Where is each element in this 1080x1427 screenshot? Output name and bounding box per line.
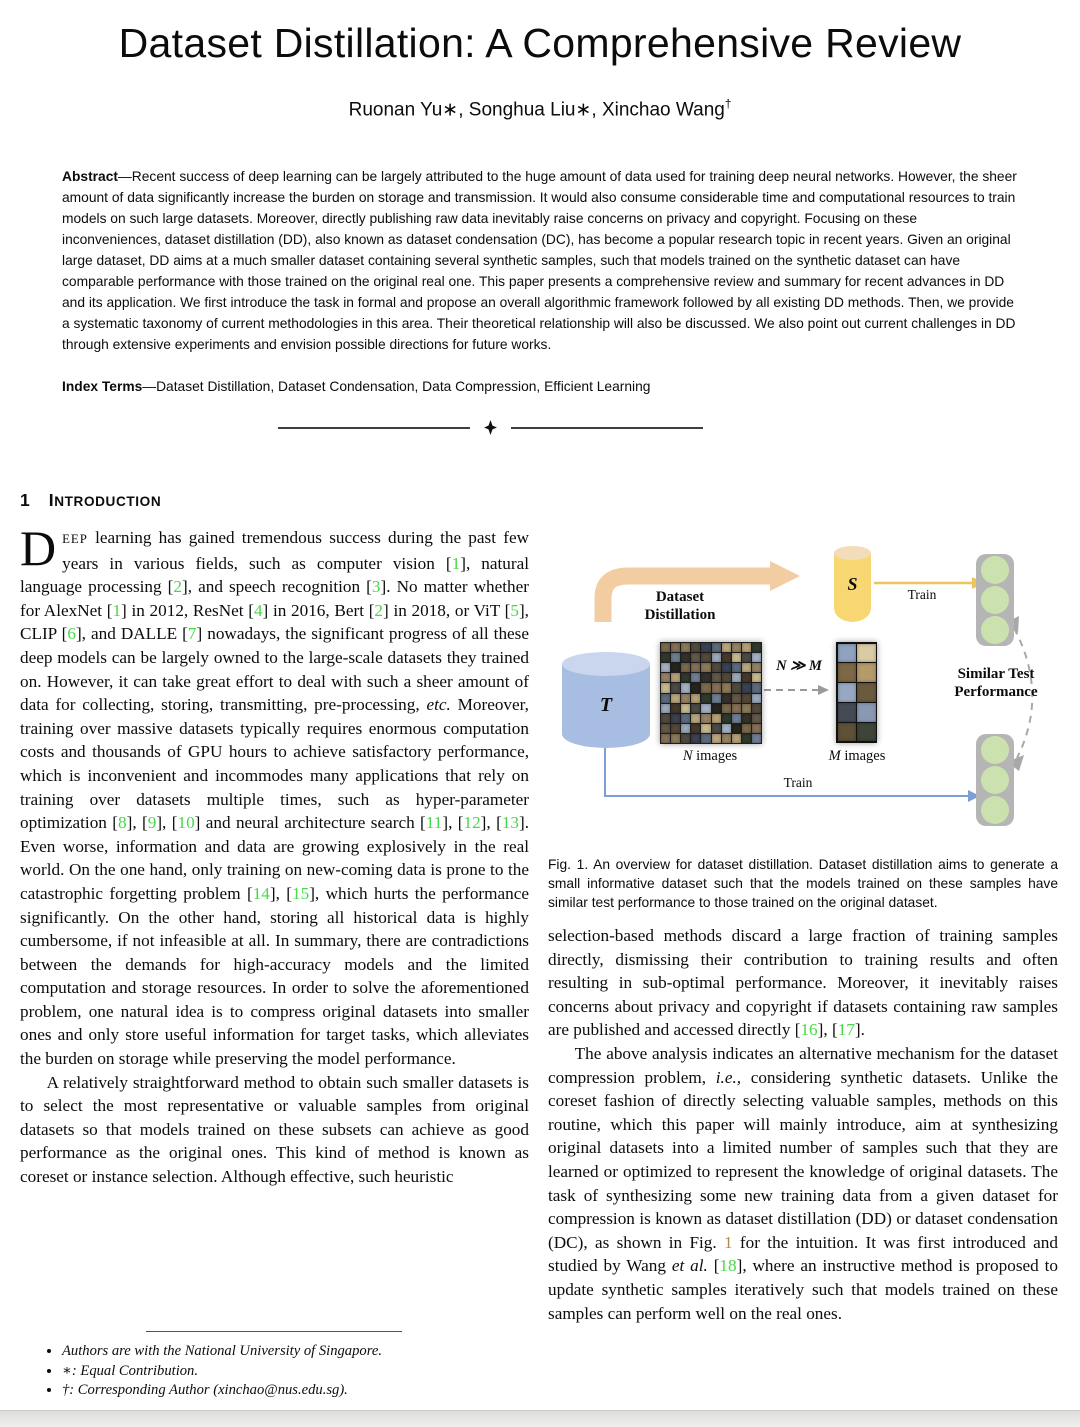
paragraph-text: learning has gained tremendous success during the past few years in various fields, such as computer vision [1], natural language processing [2], and speech recognition [3]. No matter whether for AlexNet [1] in 2012, ResNet [4] in 2016, Bert [2] in 2018, or ViT [5], CLIP [6], and DALLE [7] nowadays, the significant progress of all these deep models can be largely owned to the large-scale datasets they trained on. However, it can take great effort to deal with such a sheer amount of data for collecting, storing, transmitting, pre-processing, etc. Moreover, training over massive datasets typically requires enormous computation costs and thousands of GPU hours to achieve satisfactory performance, which is inconvenient and incommodes many applications that rely on training over datasets multiple times, such as hyper-parameter optimization [8], [9], [10] and neural architecture search [11], [12], [13]. Even worse, information and data are growing explosively in the real world. On the one hand, only training on new-coming data is prone to the catastrophic forgetting problem [14], [15], which hurts the performance significantly. On the other hand, storing all historical data is highly cumbersome, if not infeasible at all. In summary, there are contradictions between the demands for high-accuracy models and the limited computation and storage resources. In order to solve the aforementioned problem, one natural idea is to compress original datasets into smaller ones and only store useful information for target tasks, which alleviates the burden on storage while preserving the model performance. <box>20 528 529 1069</box>
thumbnail <box>742 683 751 692</box>
footnote-affiliation: • Authors are with the National University of Singapore. <box>62 1342 525 1362</box>
thumbnail <box>681 673 690 682</box>
thumbnail <box>661 734 670 743</box>
thumbnail <box>661 663 670 672</box>
citation-link[interactable]: 12 <box>463 813 481 833</box>
page-edge <box>0 1410 1080 1427</box>
thumbnail <box>691 714 700 723</box>
thumbnail <box>838 723 856 741</box>
thumbnail <box>732 673 741 682</box>
author-line: Ruonan Yu∗, Songhua Liu∗, Xinchao Wang† <box>348 98 732 121</box>
thumbnail <box>701 734 710 743</box>
thumbnail <box>742 734 751 743</box>
section-number: 1 <box>20 490 30 510</box>
thumbnail <box>752 714 761 723</box>
thumbnail <box>691 673 700 682</box>
citation-link[interactable]: 8 <box>118 813 127 833</box>
thumbnail <box>712 714 721 723</box>
network-node <box>981 586 1009 614</box>
thumbnail <box>857 703 875 721</box>
index-terms-label: Index Terms <box>62 379 143 395</box>
paper-title: Dataset Distillation: A Comprehensive Review <box>118 20 962 66</box>
thumbnail <box>722 683 731 692</box>
thumbnail <box>742 663 751 672</box>
thumbnail <box>691 734 700 743</box>
left-column <box>20 486 529 1332</box>
thumbnail <box>701 704 710 713</box>
thumbnail <box>712 643 721 652</box>
thumbnail <box>681 704 690 713</box>
thumbnail <box>752 653 761 662</box>
drop-cap: D <box>20 520 57 576</box>
thumbnail <box>742 643 751 652</box>
thumbnail <box>732 724 741 733</box>
thumbnail <box>838 683 856 701</box>
thumbnail <box>732 643 741 652</box>
thumbnail <box>671 683 680 692</box>
thumbnail <box>671 673 680 682</box>
dataset-distillation-label: Dataset Distillation <box>644 589 716 623</box>
n-much-greater-m-label: N ≫ M <box>776 658 822 674</box>
thumbnail <box>752 694 761 703</box>
thumbnail <box>671 694 680 703</box>
thumbnail <box>732 653 741 662</box>
thumbnail <box>712 653 721 662</box>
thumbnail <box>701 724 710 733</box>
thumbnail <box>722 663 731 672</box>
citation-link[interactable]: 9 <box>147 813 157 833</box>
network-bottom <box>976 734 1014 826</box>
thumbnail <box>838 663 856 681</box>
thumbnail <box>732 683 741 692</box>
thumbnail <box>681 683 690 692</box>
thumbnail <box>661 683 670 692</box>
footnote-equal-contribution: • ∗: Equal Contribution. <box>62 1362 525 1382</box>
thumbnail <box>857 723 875 741</box>
thumbnail <box>722 704 731 713</box>
footnote-rule <box>146 1331 402 1332</box>
thumbnail <box>722 714 731 723</box>
thumbnail <box>691 663 700 672</box>
citation-link[interactable]: 6 <box>67 624 76 644</box>
thumbnail <box>661 673 670 682</box>
thumbnail <box>681 714 690 723</box>
thumbnail <box>732 704 741 713</box>
network-node <box>981 616 1009 644</box>
n-images-label: N images <box>682 748 738 764</box>
thumbnail <box>681 724 690 733</box>
thumbnail <box>691 704 700 713</box>
thumbnail <box>671 734 680 743</box>
thumbnail <box>712 724 721 733</box>
separator-rule-left <box>278 427 470 429</box>
thumbnail <box>671 724 680 733</box>
original-set-symbol: T <box>599 694 613 716</box>
thumbnail <box>742 724 751 733</box>
thumbnail <box>671 653 680 662</box>
thumbnail <box>722 643 731 652</box>
thumbnail <box>671 663 680 672</box>
thumbnail <box>681 663 690 672</box>
citation-link[interactable]: 10 <box>177 813 195 833</box>
thumbnail <box>661 704 670 713</box>
footnote-corresponding-author: • †: Corresponding Author (xinchao@nus.edu.sg). <box>62 1381 525 1401</box>
network-node <box>981 766 1009 794</box>
thumbnail <box>712 683 721 692</box>
thumbnail <box>732 734 741 743</box>
thumbnail <box>671 643 680 652</box>
network-top <box>976 554 1014 646</box>
thumbnail <box>661 724 670 733</box>
thumbnail <box>857 644 875 662</box>
thumbnail <box>742 694 751 703</box>
citation-link[interactable]: 14 <box>252 883 270 903</box>
thumbnail <box>691 683 700 692</box>
thumbnail <box>752 734 761 743</box>
abstract <box>62 166 1018 355</box>
citation-link[interactable]: 1 <box>451 553 461 573</box>
thumbnail <box>722 673 731 682</box>
citation-link[interactable]: 2 <box>173 577 183 597</box>
thumbnail <box>722 694 731 703</box>
citation-link[interactable]: 11 <box>425 813 443 833</box>
thumbnail <box>671 704 680 713</box>
thumbnail <box>712 734 721 743</box>
thumbnail <box>722 734 731 743</box>
thumbnail <box>661 653 670 662</box>
index-terms-text: —Dataset Distillation, Dataset Condensation, Data Compression, Efficient Learning <box>142 379 651 395</box>
thumbnail <box>661 694 670 703</box>
thumbnail <box>701 683 710 692</box>
section-heading-introduction <box>20 490 529 511</box>
thumbnail <box>712 694 721 703</box>
thumbnail <box>691 694 700 703</box>
separator-rule-right <box>511 427 703 429</box>
citation-link[interactable]: 15 <box>292 883 310 903</box>
thumbnail <box>752 724 761 733</box>
abstract-label: Abstract <box>62 169 118 185</box>
similar-test-performance-label: Similar Test Performance <box>954 666 1038 700</box>
thumbnail <box>742 673 751 682</box>
citation-link[interactable]: 5 <box>510 600 519 620</box>
thumbnail <box>752 683 761 692</box>
original-dataset-cylinder <box>562 652 650 748</box>
figure-1-caption: Fig. 1. An overview for dataset distillation. Dataset distillation aims to generate a small informative dataset such that the models trained on these samples have similar test performance to those trained on the original dataset. <box>548 857 1058 910</box>
thumbnail <box>691 724 700 733</box>
distillation-arrowhead <box>770 561 800 591</box>
index-terms <box>62 376 1018 397</box>
network-node <box>981 796 1009 824</box>
right-column <box>548 486 1058 1408</box>
intro-paragraph-3: selection-based methods discard a large fraction of training samples directly, dismissing their contribution to training results and often resulting in sub-optimal performance. Moreover, it inevitably raises concerns about privacy and copyright if datasets containing raw samples are published and accessed directly [16], [17]. <box>548 926 1058 1040</box>
section-separator <box>278 420 703 435</box>
m-images-label: M images <box>828 748 886 764</box>
citation-link[interactable]: 1 <box>112 600 122 620</box>
thumbnail <box>681 694 690 703</box>
thumbnail <box>701 673 710 682</box>
thumbnail <box>701 714 710 723</box>
thumbnail <box>701 653 710 662</box>
thumbnail <box>857 663 875 681</box>
abstract-text: —Recent success of deep learning can be largely attributed to the huge amount of data used for training deep neural networks. However, the sheer amount of data significantly increase the burden on storage and transmission. It would also consume considerable time and computational resources to train models on such large datasets. Moreover, directly publishing raw data inevitably raise concerns on privacy and copyright. Focusing on these inconveniences, dataset distillation (DD), also known as dataset condensation (DC), has become a popular research topic in recent years. Given an original large dataset, DD aims at a much smaller dataset containing several synthetic samples, such that models trained on the synthetic dataset can have comparable performance with those trained on the original real one. This paper presents a comprehensive review and summary for recent advances in DD and its application. We first introduce the task in formal and propose an overall algorithmic framework followed by all existing DD methods. Then, we provide a systematic taxonomy of current methodologies in this area. Their theoretical relationship will also be discussed. We also point out current challenges in DD through extensive experiments and envision possible directions for future works. <box>62 169 1017 353</box>
thumbnail <box>671 714 680 723</box>
thumbnail <box>712 704 721 713</box>
m-images-grid <box>836 642 877 743</box>
citation-link[interactable]: 13 <box>501 813 519 833</box>
network-node <box>981 556 1009 584</box>
citation-link[interactable]: 16 <box>800 1020 818 1040</box>
thumbnail <box>691 653 700 662</box>
thumbnail <box>691 643 700 652</box>
thumbnail <box>838 644 856 662</box>
citation-link[interactable]: 17 <box>837 1020 855 1040</box>
train-label-top: Train <box>907 587 937 602</box>
thumbnail <box>722 653 731 662</box>
section-title: INTRODUCTION <box>48 490 162 510</box>
thumbnail <box>681 643 690 652</box>
citation-link[interactable]: 2 <box>374 600 384 620</box>
synthetic-set-symbol: S <box>847 574 858 594</box>
citation-link[interactable]: 4 <box>253 600 263 620</box>
thumbnail <box>732 694 741 703</box>
thumbnail <box>712 663 721 672</box>
thumbnail <box>722 724 731 733</box>
four-point-star-icon <box>484 420 497 435</box>
synthetic-dataset-cylinder <box>834 546 871 622</box>
thumbnail <box>681 734 690 743</box>
thumbnail <box>857 683 875 701</box>
thumbnail <box>752 704 761 713</box>
thumbnail <box>701 663 710 672</box>
thumbnail <box>661 714 670 723</box>
thumbnail <box>752 663 761 672</box>
citation-link[interactable]: 3 <box>371 577 381 597</box>
intro-paragraph-4: The above analysis indicates an alternative mechanism for the dataset compression problem, i.e., considering synthetic datasets. Unlike the coreset fashion of directly selecting valuable samples, methods on this routine, which this paper will mainly introduce, aim at synthesizing original datasets into a limited number of samples such that they are learned or optimized to represent the knowledge of original datasets. The task of synthesizing some new training data from a given dataset for compression is known as dataset distillation (DD) or dataset condensation (DC), as shown in Fig. 1 for the intuition. It was first introduced and studied by Wang et al. [18], where an instructive method is proposed to update synthetic samples iteratively such that models trained on these samples can perform well on the real ones. <box>548 1043 1058 1323</box>
thumbnail <box>732 714 741 723</box>
thumbnail <box>701 694 710 703</box>
citation-link[interactable]: 18 <box>719 1256 737 1276</box>
intro-paragraph-1 <box>20 520 529 1071</box>
train-label-bottom: Train <box>783 775 813 790</box>
citation-link[interactable]: 7 <box>187 624 197 644</box>
thumbnail <box>752 673 761 682</box>
thumbnail <box>712 673 721 682</box>
small-caps-lead: EEP <box>62 532 88 546</box>
footnotes <box>20 1331 525 1401</box>
figure-1 <box>548 530 1058 842</box>
thumbnail <box>838 703 856 721</box>
thumbnail <box>732 663 741 672</box>
intro-paragraph-2: A relatively straightforward method to obtain such smaller datasets is to select the most representative or valuable samples from original datasets so that models trained on these subsets can achieve as good performance as the original ones. This kind of method is known as coreset or instance selection. Although effective, such heuristic <box>20 1072 529 1187</box>
network-node <box>981 736 1009 764</box>
thumbnail <box>701 643 710 652</box>
thumbnail <box>752 643 761 652</box>
thumbnail <box>742 653 751 662</box>
n-images-grid <box>660 642 762 744</box>
thumbnail <box>681 653 690 662</box>
thumbnail <box>742 714 751 723</box>
thumbnail <box>661 643 670 652</box>
thumbnail <box>742 704 751 713</box>
figure-link[interactable]: 1 <box>724 1232 733 1252</box>
